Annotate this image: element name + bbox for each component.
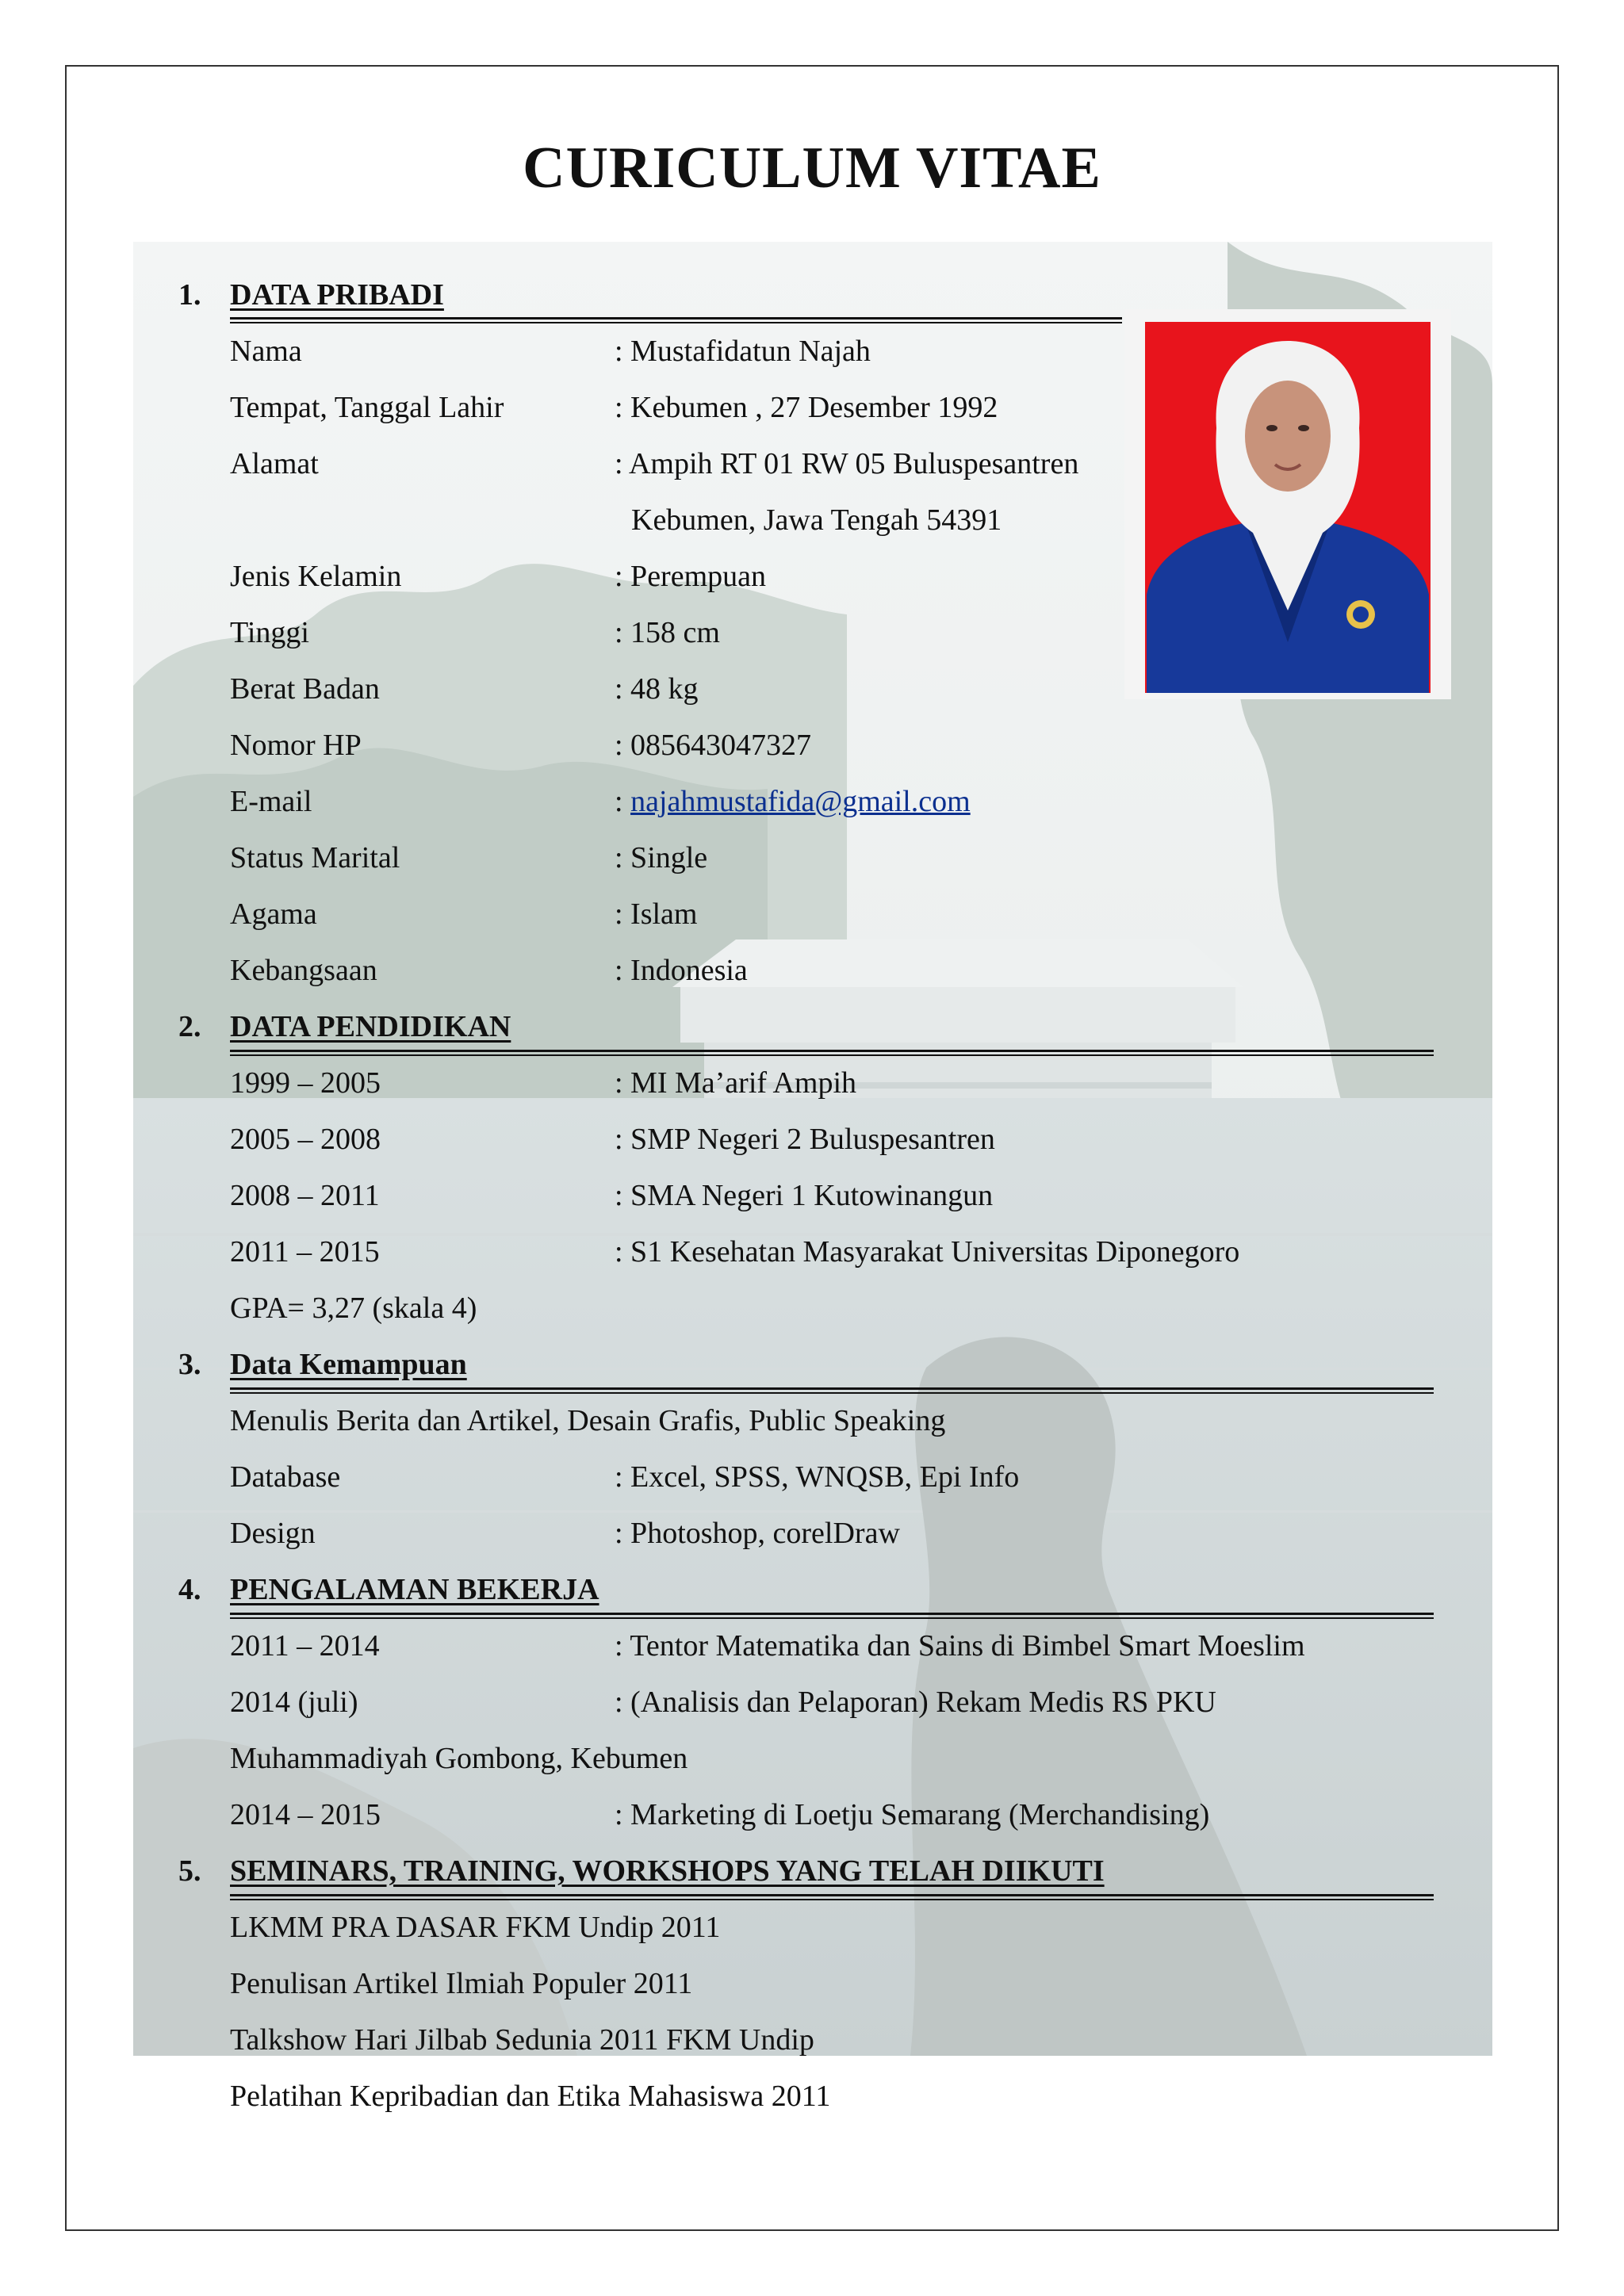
row-label: 2008 – 2011 (230, 1179, 380, 1212)
row-label: Tinggi (230, 616, 309, 649)
row-value (615, 774, 971, 830)
row-value: : Tentor Matematika dan Sains di Bimbel Smart Moeslim (615, 1629, 1305, 1663)
row-value: : Single (615, 841, 708, 874)
section-title: DATA PRIBADI (230, 278, 444, 312)
section-number: 2. (178, 1010, 201, 1043)
section-number: 3. (178, 1348, 201, 1381)
gpa-text: GPA= 3,27 (skala 4) (230, 1292, 477, 1325)
row-label: E-mail (230, 785, 312, 818)
section-number: 1. (178, 278, 201, 312)
row-value: : Perempuan (615, 560, 767, 593)
row-label: Agama (230, 897, 317, 931)
row-value: : Marketing di Loetju Semarang (Merchandising) (615, 1798, 1210, 1831)
row-value: : 085643047327 (615, 729, 812, 762)
section-title: PENGALAMAN BEKERJA (230, 1573, 599, 1606)
row-value-prefix: : (615, 785, 631, 818)
seminar-item: LKMM PRA DASAR FKM Undip 2011 (230, 1911, 721, 1944)
row-value: : SMA Negeri 1 Kutowinangun (615, 1179, 994, 1212)
row-value: : 158 cm (615, 616, 720, 649)
row-value: : Islam (615, 897, 698, 931)
row-label: Tempat, Tanggal Lahir (230, 391, 504, 424)
row-label: Nama (230, 335, 302, 368)
section-title: DATA PENDIDIKAN (230, 1010, 511, 1043)
seminar-item: Pelatihan Kepribadian dan Etika Mahasiswa 2011 (230, 2080, 831, 2113)
seminar-item: Penulisan Artikel Ilmiah Populer 2011 (230, 1967, 693, 2000)
email-link[interactable]: najahmustafida@gmail.com (630, 785, 971, 818)
skills-summary-text: Menulis Berita dan Artikel, Desain Grafis, Public Speaking (230, 1404, 946, 1437)
row-label: Jenis Kelamin (230, 560, 402, 593)
row-value: : S1 Kesehatan Masyarakat Universitas Diponegoro (615, 1235, 1240, 1269)
row-label: Nomor HP (230, 729, 362, 762)
section-title: SEMINARS, TRAINING, WORKSHOPS YANG TELAH DIIKUTI (230, 1854, 1105, 1888)
row-value: : 48 kg (615, 672, 699, 706)
row-label: Kebangsaan (230, 954, 377, 987)
row-value: : SMP Negeri 2 Buluspesantren (615, 1123, 995, 1156)
row-value: : Kebumen , 27 Desember 1992 (615, 391, 998, 424)
row-label: Status Marital (230, 841, 400, 874)
row-value: : Mustafidatun Najah (615, 335, 871, 368)
row-label: 2005 – 2008 (230, 1123, 381, 1156)
row-label: 2011 – 2015 (230, 1235, 380, 1269)
section-rule (230, 317, 1122, 323)
row-label: 1999 – 2005 (230, 1066, 381, 1100)
row-label: Alamat (230, 447, 319, 480)
seminar-item: Talkshow Hari Jilbab Sedunia 2011 FKM Undip (230, 2023, 814, 2057)
row-label: Berat Badan (230, 672, 380, 706)
section-title: Data Kemampuan (230, 1348, 467, 1381)
row-value: : Excel, SPSS, WNQSB, Epi Info (615, 1460, 1020, 1494)
row-value: : (Analisis dan Pelaporan) Rekam Medis RS PKU (615, 1686, 1216, 1719)
row-value: : Indonesia (615, 954, 748, 987)
section-number: 5. (178, 1854, 201, 1888)
row-label: 2014 – 2015 (230, 1798, 381, 1831)
row-value: : Photoshop, corelDraw (615, 1517, 900, 1550)
section-number: 4. (178, 1573, 201, 1606)
row-label: Database (230, 1460, 341, 1494)
row-value: : MI Ma’arif Ampih (615, 1066, 857, 1100)
row-label: Design (230, 1517, 316, 1550)
document-title: CURICULUM VITAE (523, 136, 1101, 201)
row-label: 2014 (juli) (230, 1686, 358, 1719)
continuation-text: Muhammadiyah Gombong, Kebumen (230, 1742, 688, 1775)
profile-photo (1124, 309, 1451, 699)
row-label: 2011 – 2014 (230, 1629, 380, 1663)
row-value: Kebumen, Jawa Tengah 54391 (631, 503, 1002, 537)
row-value: : Ampih RT 01 RW 05 Buluspesantren (615, 447, 1079, 480)
photo-face (1245, 381, 1331, 492)
